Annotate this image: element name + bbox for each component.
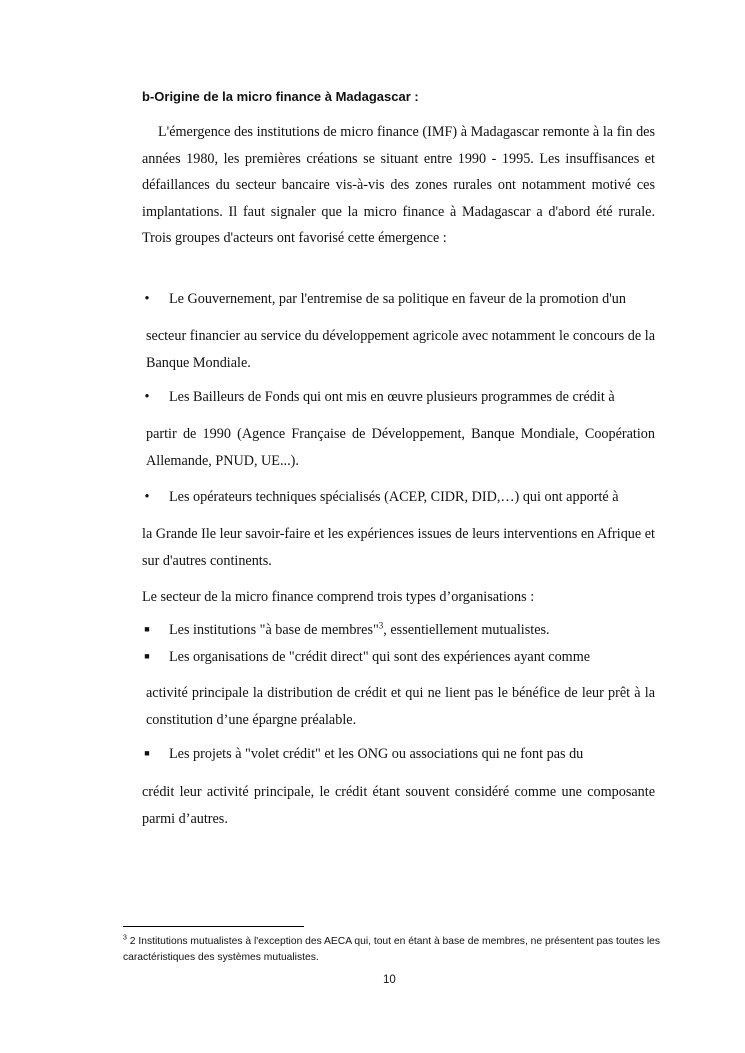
bullet-dot-icon: • bbox=[144, 389, 150, 405]
list-item-text: Les organisations de "crédit direct" qui sont des expériences ayant comme bbox=[169, 649, 591, 665]
square-bullet-icon: ■ bbox=[144, 624, 150, 634]
footnote-divider bbox=[123, 926, 304, 927]
bullet-dot-icon: • bbox=[144, 489, 150, 505]
list-item-continuation: partir de 1990 (Agence Française de Développement, Banque Mondiale, Coopération Allemande, PNUD, UE...). bbox=[146, 426, 655, 469]
list-item-text: Le Gouvernement, par l'entremise de sa politique en faveur de la promotion d'un bbox=[169, 291, 626, 307]
intro-paragraph: L'émergence des institutions de micro finance (IMF) à Madagascar remonte à la fin des années 1980, les premières créations se situant entre 1990 - 1995. Les insuffisances et défaillances du secteur bancaire vis-à-vis des zones rurales ont notamment motivé ces implantations. Il faut signaler que la micro finance à Madagascar a d'abord été rurale. Trois groupes d'acteurs ont favorisé cette émergence : bbox=[142, 124, 655, 247]
list-item-text: Les opérateurs techniques spécialisés (ACEP, CIDR, DID,…) qui ont apporté à bbox=[169, 489, 619, 505]
square-bullet-icon: ■ bbox=[144, 651, 150, 661]
list-item-continuation: la Grande Ile leur savoir-faire et les expériences issues de leurs interventions en Afrique et sur d'autres continents. bbox=[142, 526, 655, 569]
list-item-text: Les projets à "volet crédit" et les ONG ou associations qui ne font pas du bbox=[169, 746, 584, 762]
footnote bbox=[123, 934, 663, 966]
footnote-text: 2 Institutions mutualistes à l'exception des AECA qui, tout en étant à base de membres, ne présentent pas toutes les caractéristiques des systèmes mutualistes. bbox=[123, 936, 661, 963]
list-item-text: Les institutions "à base de membres"$^3$, essentiellement mutualistes. bbox=[169, 620, 550, 638]
types-intro: Le secteur de la micro finance comprend trois types d’organisations : bbox=[142, 589, 535, 605]
list-item-continuation: activité principale la distribution de crédit et qui ne lient pas le bénéfice de leur prêt à la constitution d’une épargne préalable. bbox=[146, 685, 655, 728]
footnote-ref: 3 bbox=[378, 620, 384, 631]
list-item-continuation: secteur financier au service du développement agricole avec notamment le concours de la Banque Mondiale. bbox=[146, 328, 655, 371]
list-item-continuation: crédit leur activité principale, le crédit étant souvent considéré comme une composante parmi d’autres. bbox=[142, 784, 655, 827]
bullet-dot-icon: • bbox=[144, 291, 150, 307]
list-item-text: Les Bailleurs de Fonds qui ont mis en œuvre plusieurs programmes de crédit à bbox=[169, 389, 615, 405]
footnote-mark: 3 bbox=[123, 934, 127, 942]
page-number: 10 bbox=[383, 974, 396, 986]
square-bullet-icon: ■ bbox=[144, 748, 150, 758]
section-heading: b-Origine de la micro finance à Madagascar : bbox=[142, 89, 419, 104]
